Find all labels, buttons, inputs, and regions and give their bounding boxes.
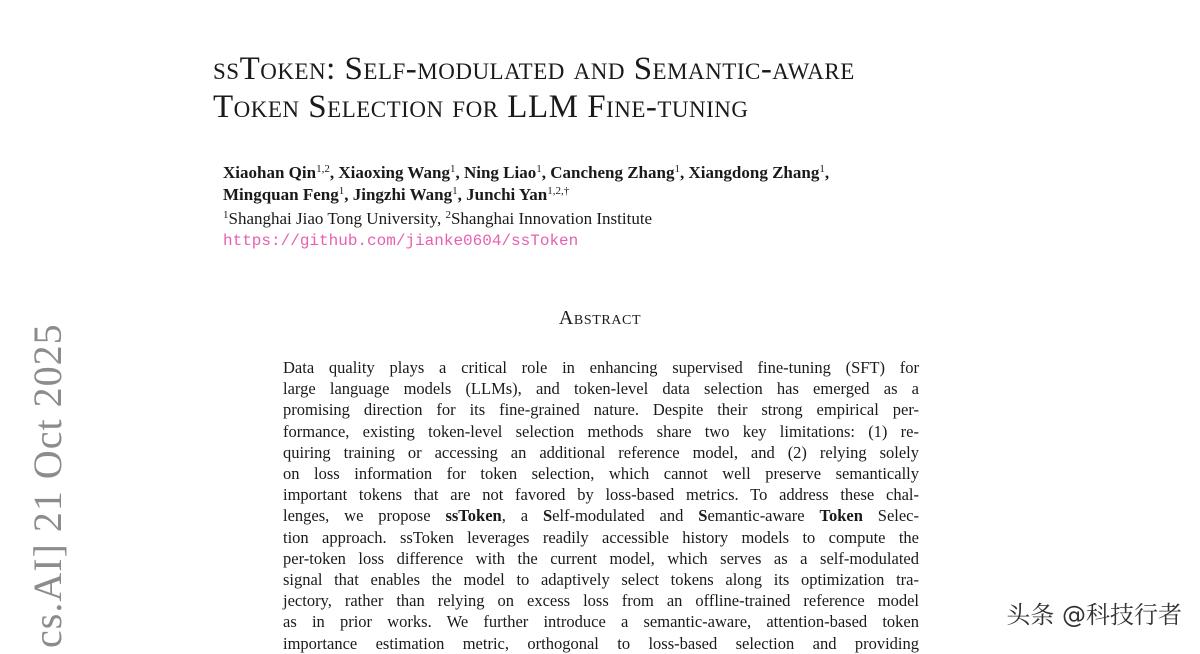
abstract-line: signal that enables the model to adaptively select tokens along its optimization tra-: [283, 570, 919, 590]
affiliation-name: Shanghai Innovation Institute: [450, 209, 653, 228]
affiliation-mark: 2: [445, 209, 451, 221]
abstract-line: on loss information for token selection, which cannot well preserve semantically: [283, 464, 919, 484]
author-line: Mingquan Feng$^1$, Jingzhi Wang$^1$, Junchi Yan$^{1,2,\dagger}$: [223, 185, 570, 204]
abstract-line: large language models (LLMs), and token-level data selection has emerged as a: [283, 379, 919, 399]
abstract-line: formance, existing token-level selection methods share two key limitations: (1) re-: [283, 421, 919, 441]
author-affiliation-mark: 1,2,†: [547, 185, 570, 197]
affiliation-name: Shanghai Jiao Tong University: [228, 209, 437, 228]
abstract-line: lenges, we propose ssToken, a Self-modulated and Semantic-aware Token Selec-: [283, 506, 920, 526]
abstract-line: important tokens that are not favored by loss-based metrics. To address these chal-: [283, 485, 919, 505]
abstract-heading: Abstract: [558, 307, 642, 329]
author-affiliation-mark: 1: [338, 185, 345, 197]
abstract-line: quiring training or accessing an additional reference model, and (2) relying solely: [283, 442, 919, 462]
abstract-line: Data quality plays a critical role in enhancing supervised fine-tuning (SFT) for: [283, 358, 919, 377]
author-name: Jingzhi Wang: [352, 185, 453, 204]
author-affiliation-mark: 1: [674, 163, 680, 175]
author-name: Ning Liao: [463, 163, 537, 182]
author-name: Junchi Yan: [466, 185, 548, 204]
abstract-line: jectory, rather than relying on excess loss from an offline-trained reference model: [283, 591, 919, 611]
author-affiliation-mark: 1: [452, 185, 458, 197]
affiliation-mark: 1: [223, 209, 229, 221]
author-affiliation-mark: 1: [819, 163, 825, 175]
author-affiliation-mark: 1: [536, 163, 542, 175]
github-link[interactable]: https://github.com/jianke0604/ssToken: [223, 232, 579, 250]
author-affiliation-mark: 1,2: [316, 163, 330, 175]
title-line-1: ssToken: Self-modulated and Semantic-aware: [213, 51, 855, 87]
author-name: Xiaohan Qin: [223, 163, 317, 182]
abstract-body: [283, 357, 919, 654]
watermark: 头条 @科技行者: [1006, 601, 1182, 629]
paper-title: [213, 50, 1073, 126]
author-name: Mingquan Feng: [223, 185, 339, 204]
abstract-line: per-token loss difference with the current model, which serves as a self-modulated: [283, 548, 919, 568]
author-line: Xiaohan Qin$^{1,2}$, Xiaoxing Wang$^1$, Ning Liao$^1$, Cancheng Zhang$^1$, Xiangdong Zhang$^1$,: [223, 163, 830, 182]
abstract-line: as in prior works. We further introduce a semantic-aware, attention-based token: [283, 612, 919, 632]
title-line-2: Token Selection for LLM Fine-tuning: [213, 89, 749, 125]
author-name: Xiangdong Zhang: [688, 163, 820, 182]
abstract-line: importance estimation metric, orthogonal to loss-based selection and providing: [283, 633, 919, 653]
abstract-line: tion approach. ssToken leverages readily accessible history models to compute the: [283, 527, 919, 547]
author-list: [223, 162, 983, 206]
author-affiliation-mark: 1: [449, 163, 456, 175]
abstract-line: promising direction for its fine-grained nature. Despite their strong empirical per-: [283, 400, 919, 420]
author-name: Cancheng Zhang: [550, 163, 675, 182]
author-name: Xiaoxing Wang: [338, 163, 450, 182]
affiliations: $^1$Shanghai Jiao Tong University, $^2$Shanghai Innovation Institute: [223, 209, 653, 228]
arxiv-stamp: cs.AI] 21 Oct 2025: [25, 323, 70, 648]
